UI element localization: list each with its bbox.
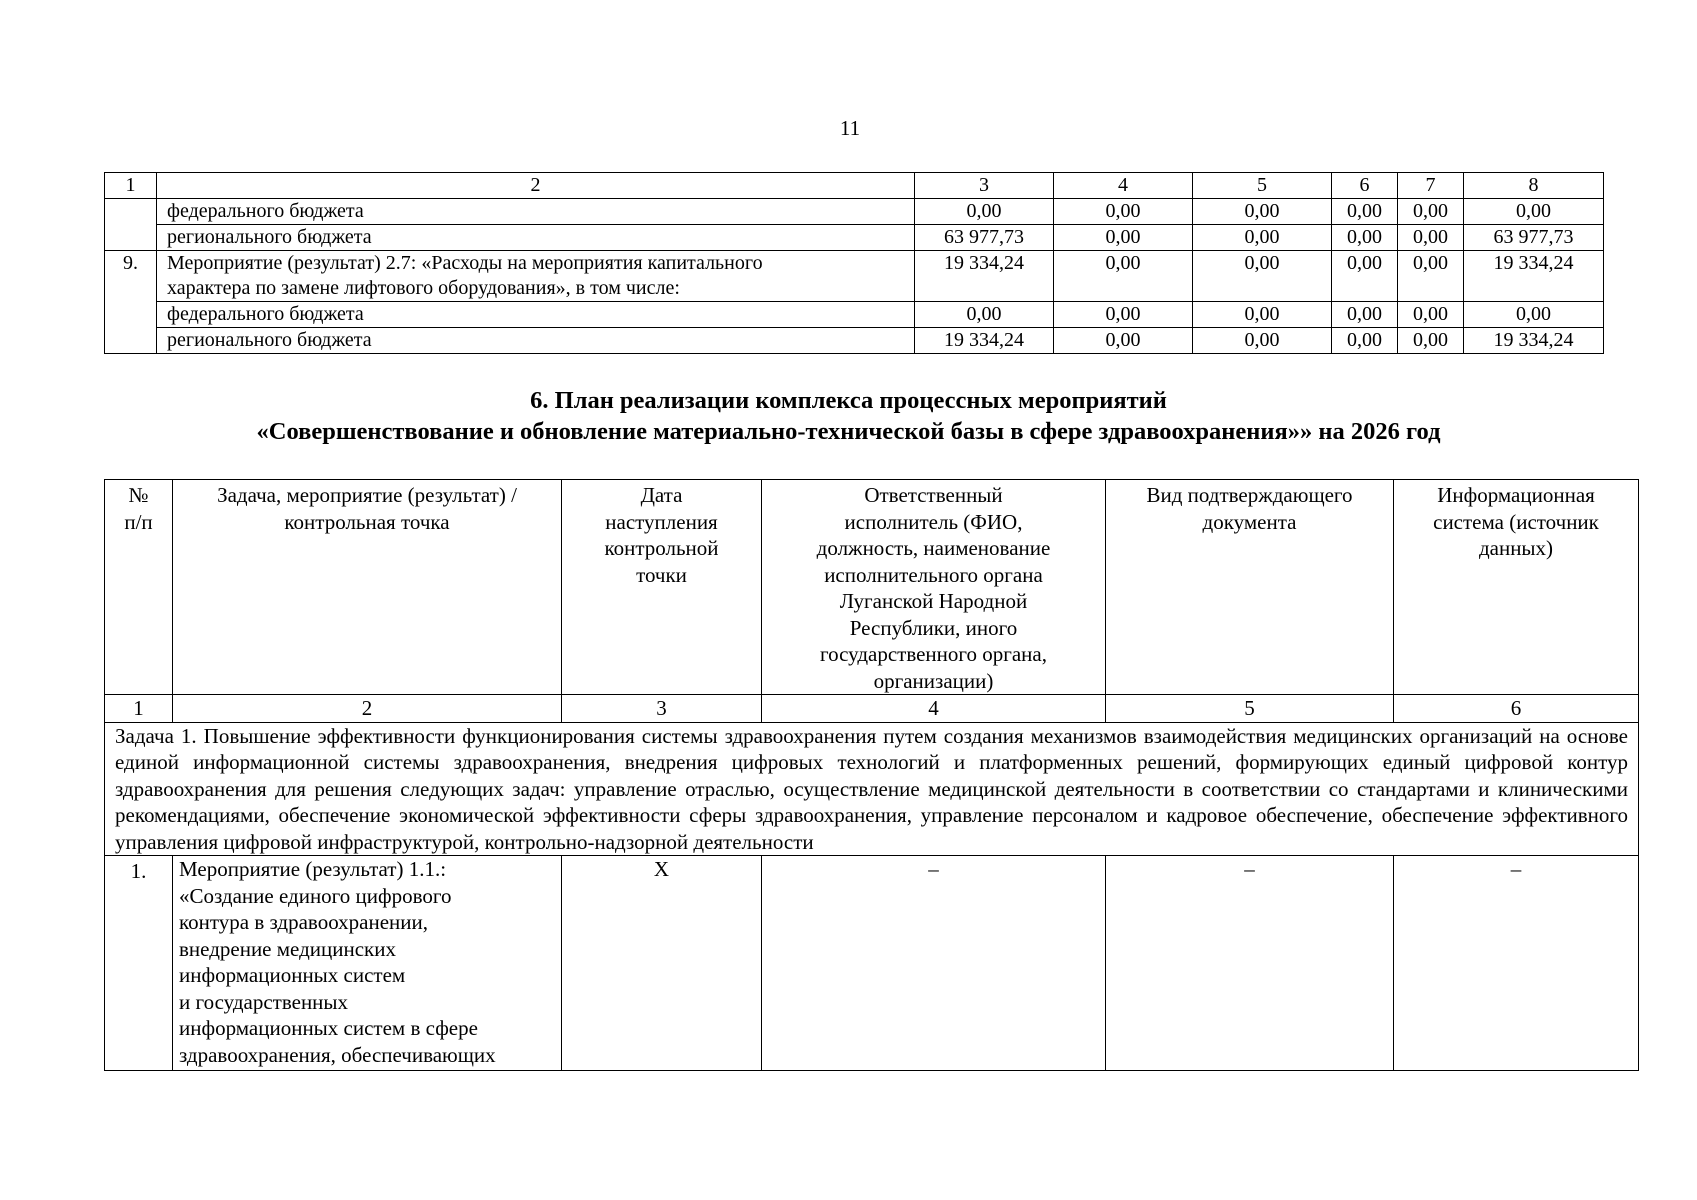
row-number-cell bbox=[105, 199, 157, 251]
measure-line: информационных систем bbox=[179, 963, 406, 987]
table-header-row bbox=[105, 480, 1639, 695]
task-row bbox=[105, 722, 1639, 856]
value-cell: 0,00 bbox=[1054, 199, 1193, 225]
header-cell: 2 bbox=[157, 173, 915, 199]
header-line: № bbox=[128, 483, 149, 507]
value-cell: 0,00 bbox=[1332, 199, 1398, 225]
table-row bbox=[105, 251, 1604, 302]
header-cell: 3 bbox=[915, 173, 1054, 199]
value-cell: 0,00 bbox=[1193, 328, 1332, 354]
header-cell-responsible bbox=[762, 480, 1106, 695]
document-cell: – bbox=[1106, 856, 1394, 1071]
header-cell-system bbox=[1394, 480, 1639, 695]
row-description: регионального бюджета bbox=[157, 225, 915, 251]
header-cell-date bbox=[562, 480, 762, 695]
header-cell: 5 bbox=[1193, 173, 1332, 199]
column-number-cell: 3 bbox=[562, 695, 762, 723]
date-cell: Х bbox=[562, 856, 762, 1071]
measure-line: информационных систем в сфере bbox=[179, 1016, 478, 1040]
header-line: исполнитель (ФИО, bbox=[844, 509, 1023, 534]
measure-line: «Создание единого цифрового bbox=[179, 883, 452, 908]
row-description-line: Мероприятие (результат) 2.7: «Расходы на мероприятия капитального bbox=[167, 252, 763, 274]
table-row bbox=[105, 302, 1604, 328]
value-cell: 0,00 bbox=[1398, 328, 1464, 354]
value-cell: 0,00 bbox=[1193, 225, 1332, 251]
value-cell: 0,00 bbox=[1398, 251, 1464, 302]
header-line: исполнительного органа bbox=[824, 562, 1043, 587]
value-cell: 0,00 bbox=[1332, 328, 1398, 354]
header-line: должность, наименование bbox=[816, 536, 1051, 560]
header-line: Вид подтверждающего bbox=[1146, 483, 1353, 507]
header-line: государственного органа, bbox=[819, 642, 1047, 666]
value-cell: 0,00 bbox=[1193, 199, 1332, 225]
value-cell: 19 334,24 bbox=[1464, 251, 1604, 302]
section-title bbox=[0, 385, 1697, 447]
financing-table bbox=[104, 172, 1604, 354]
header-line: точки bbox=[636, 562, 687, 587]
measure-description bbox=[173, 856, 562, 1071]
row-description: регионального бюджета bbox=[157, 328, 915, 354]
column-number-cell: 6 bbox=[1394, 695, 1639, 723]
table-row bbox=[105, 856, 1639, 1071]
value-cell: 0,00 bbox=[1464, 302, 1604, 328]
column-number-cell: 4 bbox=[762, 695, 1106, 723]
column-number-cell: 5 bbox=[1106, 695, 1394, 723]
header-line: контрольной bbox=[604, 536, 719, 560]
header-line: п/п bbox=[124, 509, 153, 534]
header-line: Дата bbox=[640, 483, 683, 507]
value-cell: 19 334,24 bbox=[1464, 328, 1604, 354]
header-cell: 1 bbox=[105, 173, 157, 199]
value-cell: 0,00 bbox=[1398, 199, 1464, 225]
value-cell: 0,00 bbox=[1332, 251, 1398, 302]
row-number-cell: 9. bbox=[105, 251, 157, 354]
header-line: система (источник bbox=[1433, 509, 1599, 534]
header-line: организации) bbox=[873, 668, 994, 693]
header-cell: 7 bbox=[1398, 173, 1464, 199]
column-number-row bbox=[105, 695, 1639, 723]
task-description: Задача 1. Повышение эффективности функционирования системы здравоохранения путем создания механизмов взаимодействия медицинских организаций на основе единой информационной системы здравоохранения, внедрения цифровых технологий и платформенных решений, формирующих единый цифровой контур здравоохранения для решения следующих задач: управление отраслью, осуществление медицинской деятельности в соответствии со стандартами и клиническими рекомендациями, обеспечение экономической эффективности сферы здравоохранения, управление персоналом и кадровое обеспечение, обеспечение эффективного управления цифровой инфраструктурой, контрольно-надзорной деятельности bbox=[105, 722, 1639, 856]
measure-line: Мероприятие (результат) 1.1.: bbox=[179, 857, 447, 881]
header-line: Задача, мероприятие (результат) / bbox=[217, 483, 517, 507]
column-number-cell: 1 bbox=[105, 695, 173, 723]
header-cell: 8 bbox=[1464, 173, 1604, 199]
header-cell-document bbox=[1106, 480, 1394, 695]
value-cell: 63 977,73 bbox=[915, 225, 1054, 251]
header-cell-number bbox=[105, 480, 173, 695]
value-cell: 0,00 bbox=[1054, 328, 1193, 354]
header-cell: 6 bbox=[1332, 173, 1398, 199]
header-line: данных) bbox=[1478, 536, 1554, 560]
header-line: документа bbox=[1202, 509, 1297, 534]
header-line: Ответственный bbox=[864, 483, 1003, 507]
table-header-row bbox=[105, 173, 1604, 199]
measure-line: здравоохранения, обеспечивающих bbox=[179, 1042, 496, 1067]
section-title-line: «Совершенствование и обновление материально-технической базы в сфере здравоохранения»» на 2026 год bbox=[256, 418, 1441, 445]
measure-line: внедрение медицинских bbox=[179, 936, 396, 961]
table-row bbox=[105, 328, 1604, 354]
responsible-cell: – bbox=[762, 856, 1106, 1071]
value-cell: 0,00 bbox=[1332, 302, 1398, 328]
header-line: наступления bbox=[605, 509, 718, 534]
value-cell: 63 977,73 bbox=[1464, 225, 1604, 251]
page-number: 11 bbox=[839, 116, 861, 140]
header-line: контрольная точка bbox=[284, 509, 450, 534]
value-cell: 0,00 bbox=[1398, 302, 1464, 328]
header-cell: 4 bbox=[1054, 173, 1193, 199]
value-cell: 0,00 bbox=[1193, 251, 1332, 302]
header-line: Республики, иного bbox=[849, 615, 1018, 640]
measure-line: и государственных bbox=[179, 989, 349, 1014]
value-cell: 0,00 bbox=[1332, 225, 1398, 251]
header-cell-task bbox=[173, 480, 562, 695]
table-row bbox=[105, 199, 1604, 225]
value-cell: 0,00 bbox=[915, 199, 1054, 225]
value-cell: 0,00 bbox=[1398, 225, 1464, 251]
header-line: Луганской Народной bbox=[839, 589, 1028, 613]
row-number-cell: 1. bbox=[105, 856, 173, 1071]
row-description: федерального бюджета bbox=[157, 199, 915, 225]
header-line: Информационная bbox=[1437, 483, 1595, 507]
value-cell: 0,00 bbox=[1054, 225, 1193, 251]
value-cell: 0,00 bbox=[915, 302, 1054, 328]
row-description bbox=[157, 251, 915, 302]
value-cell: 19 334,24 bbox=[915, 328, 1054, 354]
value-cell: 0,00 bbox=[1464, 199, 1604, 225]
column-number-cell: 2 bbox=[173, 695, 562, 723]
system-cell: – bbox=[1394, 856, 1639, 1071]
value-cell: 0,00 bbox=[1193, 302, 1332, 328]
value-cell: 19 334,24 bbox=[915, 251, 1054, 302]
value-cell: 0,00 bbox=[1054, 302, 1193, 328]
row-description-line: характера по замене лифтового оборудования», в том числе: bbox=[167, 277, 680, 299]
row-description: федерального бюджета bbox=[157, 302, 915, 328]
value-cell: 0,00 bbox=[1054, 251, 1193, 302]
section-title-line: 6. План реализации комплекса процессных мероприятий bbox=[530, 387, 1167, 414]
measure-line: контура в здравоохранении, bbox=[179, 910, 429, 934]
table-row bbox=[105, 225, 1604, 251]
plan-table bbox=[104, 479, 1639, 1071]
